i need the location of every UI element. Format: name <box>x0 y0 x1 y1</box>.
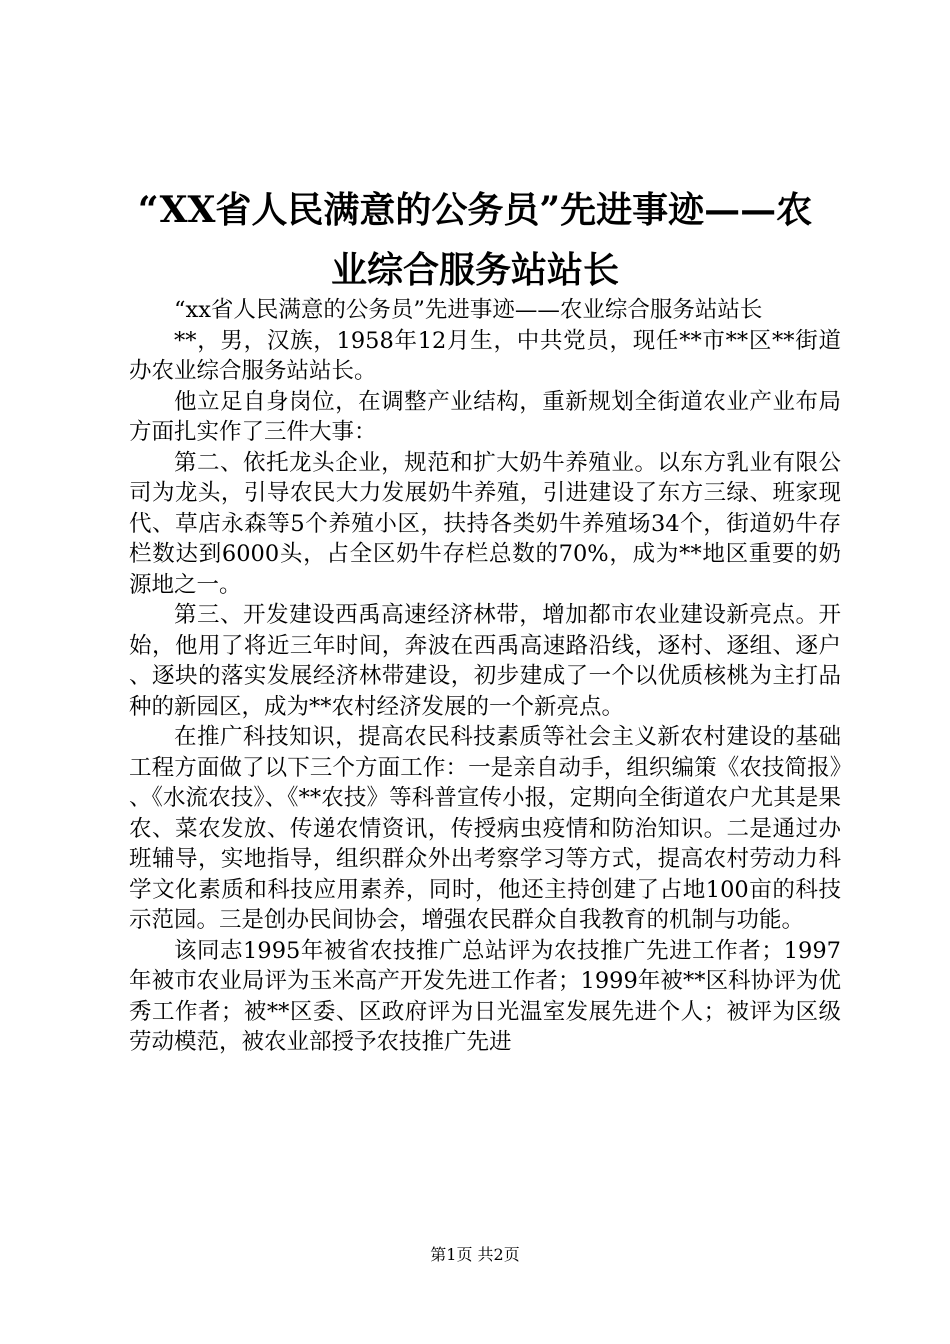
document-body <box>129 295 841 1058</box>
paragraph-forest-belt: 第三、开发建设西禹高速经济林带，增加都市农业建设新亮点。开始，他用了将近三年时间，奔波在西禹高速路沿线，逐村、逐组、逐户、逐块的落实发展经济林带建设，初步建成了一个以优质核桃为主打品种的新园区，成为**农村经济发展的一个新亮点。 <box>129 602 841 720</box>
paragraph-honors: 该同志1995年被省农技推广总站评为农技推广先进工作者；1997年被市农业局评为玉米高产开发先进工作者；1999年被**区科协评为优秀工作者；被**区委、区政府评为日光温室发展先进个人；被评为区级劳动模范，被农业部授予农技推广先进 <box>129 937 841 1055</box>
paragraph-profile: **，男，汉族，1958年12月生，中共党员，现任**市**区**街道办农业综合服务站站长。 <box>129 327 841 384</box>
paragraph-subtitle: “xx省人民满意的公务员”先进事迹——农业综合服务站站长 <box>174 297 763 323</box>
document-title-line-1: “XX省人民满意的公务员”先进事迹——农 <box>137 189 813 231</box>
page-number-footer: 第1页 共2页 <box>430 1245 520 1264</box>
paragraph-technology: 在推广科技知识，提高农民科技素质等社会主义新农村建设的基础工程方面做了以下三个方面工作：一是亲自动手，组织编策《农技简报》、《水流农技》、《**农技》等科普宣传小报，定期向全街道农户尤其是果农、菜农发放、传递农情资讯，传授病虫疫情和防治知识。二是通过办班辅导，实地指导，组织群众外出考察学习等方式，提高农村劳动力科学文化素质和科技应用素养，同时，他还主持创建了占地100亩的科技示范园。三是创办民间协会，增强农民群众自我教育的机制与功能。 <box>129 724 841 933</box>
document-title-line-2: 业综合服务站站长 <box>330 249 619 291</box>
paragraph-intro: 他立足自身岗位，在调整产业结构，重新规划全街道农业产业布局方面扎实作了三件大事： <box>129 388 841 445</box>
paragraph-dairy: 第二、依托龙头企业，规范和扩大奶牛养殖业。以东方乳业有限公司为龙头，引导农民大力发展奶牛养殖，引进建设了东方三绿、班家现代、草店永森等5个养殖小区，扶持各类奶牛养殖场34个，街道奶牛存栏数达到6000头，占全区奶牛存栏总数的70%，成为**地区重要的奶源地之一。 <box>129 449 841 598</box>
